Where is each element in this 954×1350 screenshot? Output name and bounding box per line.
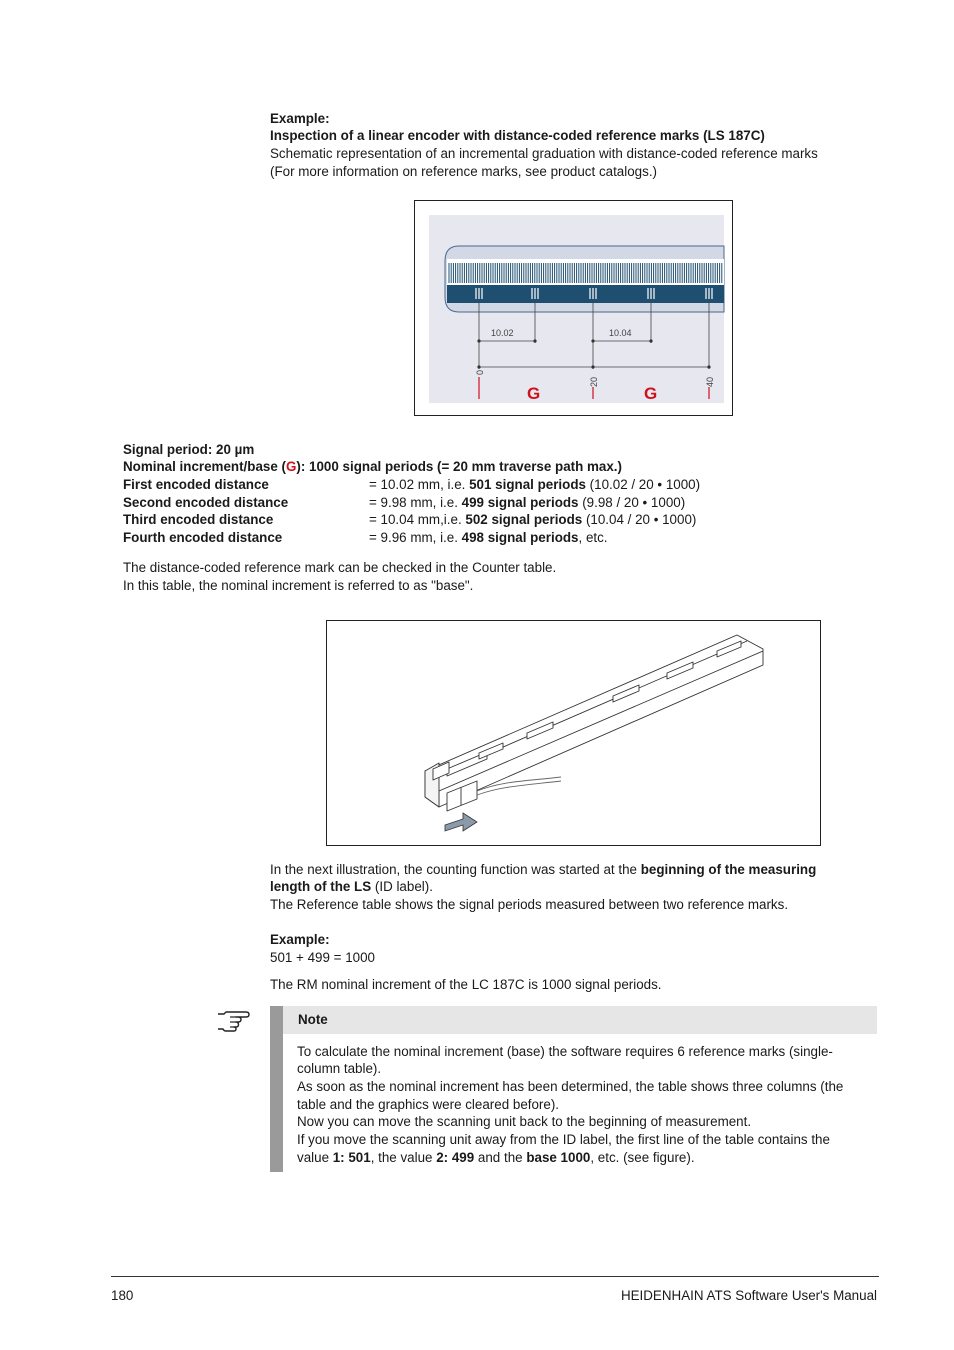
- graduation-schematic: [415, 201, 732, 415]
- dimension-label-1: 10.02: [491, 328, 514, 338]
- tick-label-40: 40: [705, 376, 715, 387]
- spec-label-1: First encoded distance: [123, 477, 269, 492]
- note-line-5: Now you can move the scanning unit back to the beginning of measurement.: [297, 1114, 752, 1129]
- spec-label-3: Third encoded distance: [123, 512, 274, 527]
- note-header: [283, 1006, 877, 1034]
- note-line-1: To calculate the nominal increment (base) the software requires 6 reference marks (single-: [297, 1044, 833, 1059]
- example-heading: Example:: [270, 111, 330, 126]
- spec-value-3: = 10.04 mm,i.e. 502 signal periods (10.04 / 20 • 1000): [369, 512, 697, 527]
- manual-title: HEIDENHAIN ATS Software User's Manual: [620, 1288, 877, 1303]
- nominal-increment: Nominal increment/base (G): 1000 signal periods (= 20 mm traverse path max.): [123, 459, 622, 474]
- pointing-hand-icon: [216, 1006, 252, 1035]
- linear-encoder-figure: [326, 620, 821, 846]
- counting-line-1: In the next illustration, the counting function was started at the beginning of the measuring: [270, 862, 817, 877]
- g-marker-1: G: [527, 384, 541, 403]
- note-side-bar: [270, 1006, 283, 1172]
- spec-value-2: = 9.98 mm, i.e. 499 signal periods (9.98 / 20 • 1000): [369, 495, 686, 510]
- g-marker-2: G: [644, 384, 658, 403]
- counter-table-note: The distance-coded reference mark can be checked in the Counter table.: [123, 560, 557, 575]
- example-2-heading: Example:: [270, 932, 330, 947]
- page-number: 180: [111, 1288, 134, 1303]
- base-term-note: In this table, the nominal increment is referred to as "base".: [123, 578, 474, 593]
- note-line-6: If you move the scanning unit away from the ID label, the first line of the table contains the: [297, 1132, 830, 1147]
- tick-label-0: 0: [475, 369, 485, 375]
- note-line-3: As soon as the nominal increment has been determined, the table shows three columns (the: [297, 1079, 844, 1094]
- spec-label-4: Fourth encoded distance: [123, 530, 283, 545]
- example-title: Inspection of a linear encoder with distance-coded reference marks (LS 187C): [270, 128, 765, 143]
- example-description-note: (For more information on reference marks, see product catalogs.): [270, 164, 658, 179]
- note-line-4: table and the graphics were cleared before).: [297, 1097, 560, 1112]
- spec-value-4: = 9.96 mm, i.e. 498 signal periods, etc.: [369, 530, 608, 545]
- arrow-icon: [445, 813, 477, 831]
- note-title: Note: [298, 1012, 328, 1027]
- example-2-result: The RM nominal increment of the LC 187C is 1000 signal periods.: [270, 977, 662, 992]
- graduation-schematic-figure: [414, 200, 733, 416]
- linear-encoder-illustration: [327, 621, 820, 845]
- signal-period: Signal period: 20 µm: [123, 442, 255, 457]
- counting-line-3: The Reference table shows the signal periods measured between two reference marks.: [270, 897, 789, 912]
- note-line-7: value 1: 501, the value 2: 499 and the base 1000, etc. (see figure).: [297, 1150, 695, 1165]
- dimension-label-2: 10.04: [609, 328, 632, 338]
- tick-label-20: 20: [589, 376, 599, 387]
- counting-line-2: length of the LS (ID label).: [270, 879, 433, 894]
- example-description: Schematic representation of an incremental graduation with distance-coded reference marks: [270, 146, 818, 161]
- note-line-2: column table).: [297, 1061, 382, 1076]
- footer-rule: [111, 1276, 879, 1277]
- spec-label-2: Second encoded distance: [123, 495, 289, 510]
- example-2-sum: 501 + 499 = 1000: [270, 950, 375, 965]
- spec-value-1: = 10.02 mm, i.e. 501 signal periods (10.02 / 20 • 1000): [369, 477, 701, 492]
